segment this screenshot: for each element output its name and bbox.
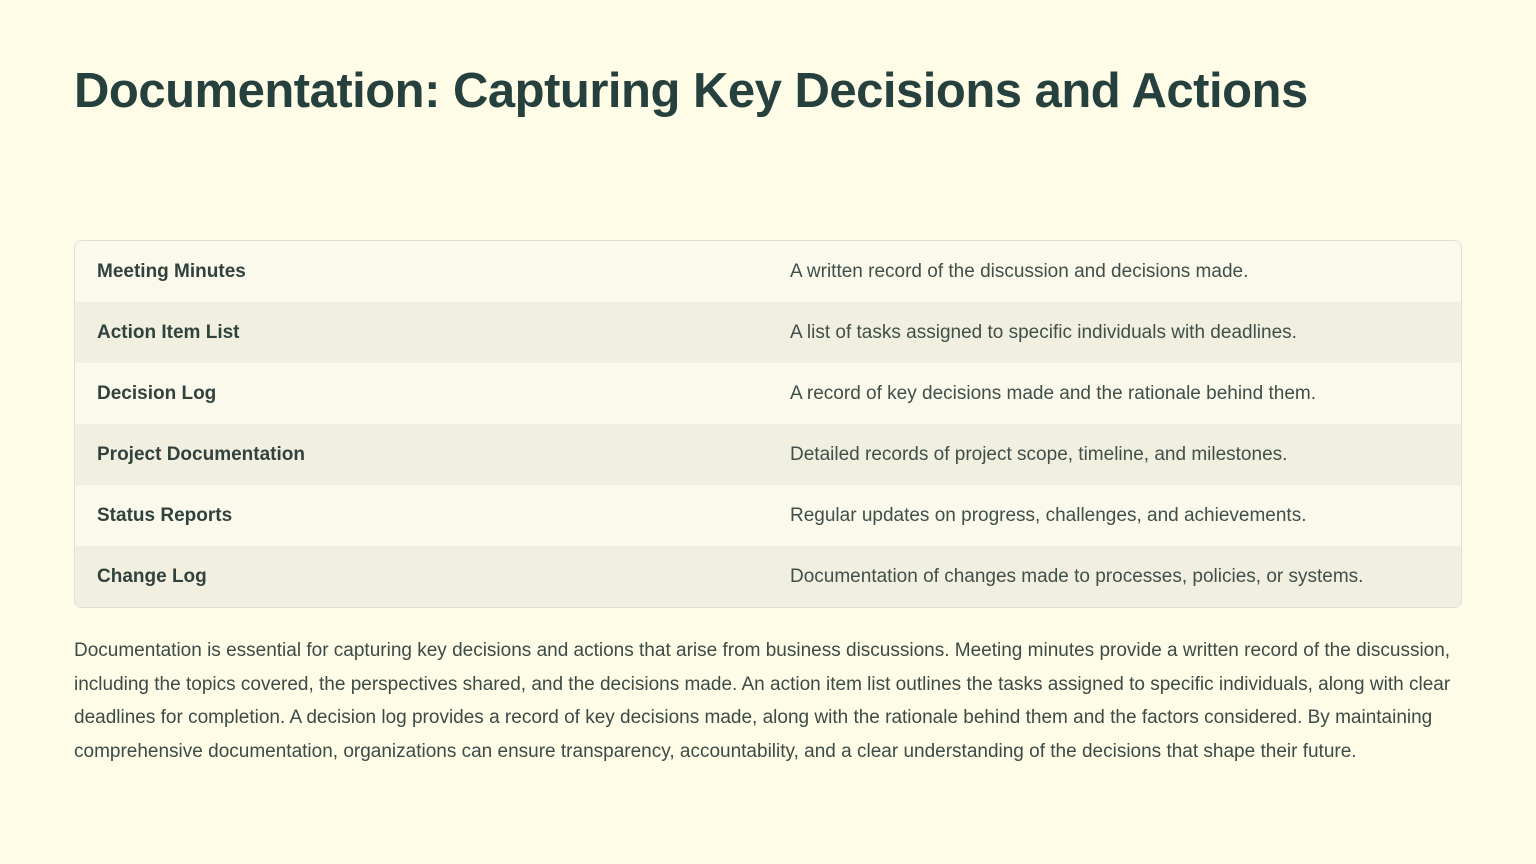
table-cell-description: Regular updates on progress, challenges, and achievements.	[790, 504, 1307, 526]
table-cell-description: A written record of the discussion and decisions made.	[790, 260, 1249, 282]
table-cell-description: A list of tasks assigned to specific individuals with deadlines.	[790, 321, 1297, 343]
page-title: Documentation: Capturing Key Decisions and Actions	[74, 64, 1308, 118]
table-cell-description: A record of key decisions made and the rationale behind them.	[790, 382, 1316, 404]
table-row	[75, 485, 1461, 546]
table-cell-term: Status Reports	[97, 504, 233, 526]
table-cell-term: Decision Log	[97, 382, 217, 404]
table-row	[75, 546, 1461, 607]
summary-paragraph: Documentation is essential for capturing key decisions and actions that arise from business discussions. Meeting minutes provide a written record of the discussion, including the topics covered, the perspectives shared, and the decisions made. An action item list outlines the tasks assigned to specific individuals, along with clear deadlines for completion. A decision log provides a record of key decisions made, along with the rationale behind them and the factors considered. By maintaining comprehensive documentation, organizations can ensure transparency, accountability, and a clear understanding of the decisions that shape their future.	[74, 640, 1451, 762]
table-cell-term: Action Item List	[97, 321, 240, 343]
documentation-table	[74, 240, 1462, 608]
table-cell-term: Change Log	[97, 565, 207, 587]
table-row	[75, 424, 1461, 485]
table-row	[75, 241, 1461, 302]
table-row	[75, 363, 1461, 424]
table-cell-term: Project Documentation	[97, 443, 305, 465]
table-cell-term: Meeting Minutes	[97, 260, 246, 282]
table-row	[75, 302, 1461, 363]
table-cell-description: Documentation of changes made to processes, policies, or systems.	[790, 565, 1364, 587]
table-cell-description: Detailed records of project scope, timeline, and milestones.	[790, 443, 1288, 465]
